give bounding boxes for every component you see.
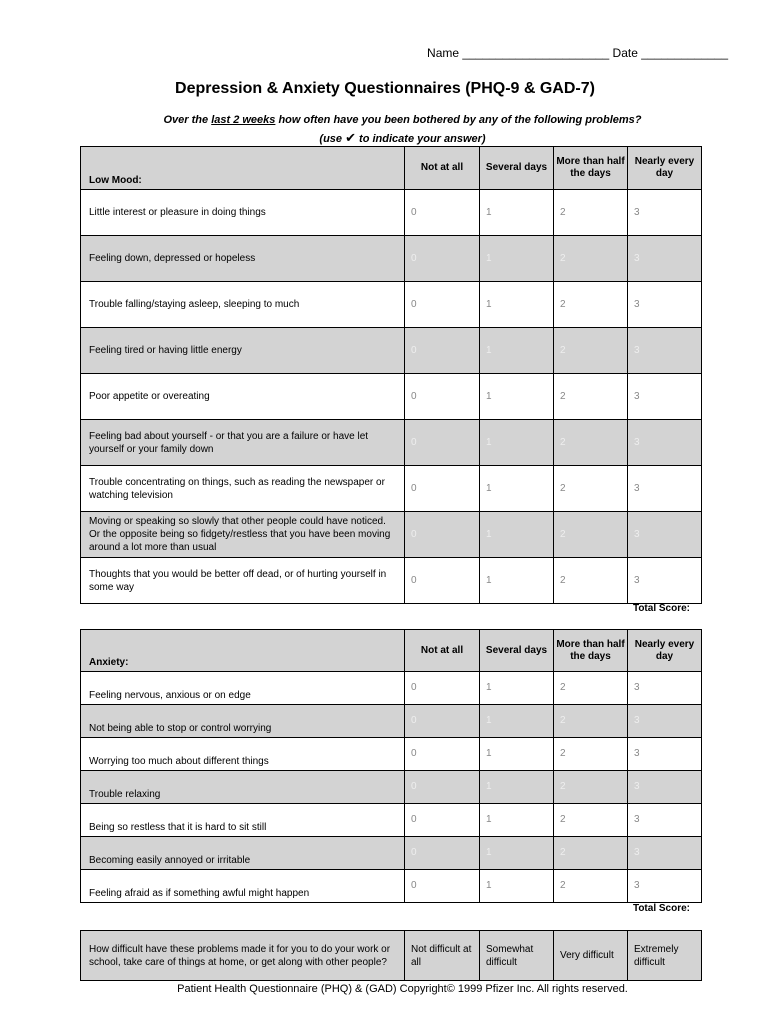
difficulty-table bbox=[80, 930, 702, 981]
score-option[interactable]: 1 bbox=[480, 236, 554, 282]
col-several-days: Several days bbox=[480, 630, 554, 672]
question-row bbox=[81, 512, 702, 558]
instruction-suffix: how often have you been bothered by any of the following problems? bbox=[275, 114, 642, 126]
difficulty-option[interactable]: Very difficult bbox=[554, 931, 628, 981]
score-option[interactable]: 2 bbox=[554, 512, 628, 558]
score-option[interactable]: 0 bbox=[405, 374, 480, 420]
score-option[interactable]: 2 bbox=[554, 466, 628, 512]
score-option[interactable]: 3 bbox=[628, 771, 702, 804]
score-option[interactable]: 3 bbox=[628, 705, 702, 738]
score-option[interactable]: 1 bbox=[480, 672, 554, 705]
checkmark-icon: ✔ bbox=[345, 130, 356, 145]
question-row bbox=[81, 738, 702, 771]
difficulty-question: How difficult have these problems made it for you to do your work or school, take care of things at home, or get along with other people? bbox=[81, 931, 405, 981]
name-date-line: Name ______________________ Date _____________ bbox=[427, 46, 728, 60]
score-option[interactable]: 0 bbox=[405, 558, 480, 604]
score-option[interactable]: 0 bbox=[405, 328, 480, 374]
score-option[interactable]: 2 bbox=[554, 420, 628, 466]
score-option[interactable]: 0 bbox=[405, 466, 480, 512]
phq-total-score-label: Total Score: bbox=[632, 603, 690, 614]
gad7-table bbox=[80, 629, 702, 903]
score-option[interactable]: 0 bbox=[405, 870, 480, 903]
score-option[interactable]: 3 bbox=[628, 374, 702, 420]
score-option[interactable]: 0 bbox=[405, 705, 480, 738]
score-option[interactable]: 0 bbox=[405, 771, 480, 804]
question-text: Thoughts that you would be better off dead, or of hurting yourself in some way bbox=[81, 558, 405, 604]
col-not-at-all: Not at all bbox=[405, 630, 480, 672]
phq-section-label: Low Mood: bbox=[81, 147, 405, 190]
question-row bbox=[81, 870, 702, 903]
question-row bbox=[81, 328, 702, 374]
score-option[interactable]: 3 bbox=[628, 870, 702, 903]
score-option[interactable]: 0 bbox=[405, 236, 480, 282]
question-row bbox=[81, 837, 702, 870]
score-option[interactable]: 2 bbox=[554, 558, 628, 604]
question-text: Moving or speaking so slowly that other people could have noticed. Or the opposite being so fidgety/restless that you have been moving around a lot more than usual bbox=[81, 512, 405, 558]
score-option[interactable]: 3 bbox=[628, 672, 702, 705]
score-option[interactable]: 1 bbox=[480, 328, 554, 374]
gad-header-row bbox=[81, 630, 702, 672]
col-more-than-half: More than half the days bbox=[554, 147, 628, 190]
col-not-at-all: Not at all bbox=[405, 147, 480, 190]
col-nearly-every-day: Nearly every day bbox=[628, 147, 702, 190]
score-option[interactable]: 3 bbox=[628, 190, 702, 236]
score-option[interactable]: 2 bbox=[554, 771, 628, 804]
instruction-line bbox=[0, 114, 770, 126]
score-option[interactable]: 2 bbox=[554, 837, 628, 870]
score-option[interactable]: 1 bbox=[480, 558, 554, 604]
instruction-use-suffix: to indicate your answer) bbox=[356, 133, 486, 145]
score-option[interactable]: 2 bbox=[554, 705, 628, 738]
page-title: Depression & Anxiety Questionnaires (PHQ-9 & GAD-7) bbox=[175, 80, 595, 97]
question-text: Becoming easily annoyed or irritable bbox=[81, 837, 405, 870]
score-option[interactable]: 2 bbox=[554, 738, 628, 771]
question-row bbox=[81, 374, 702, 420]
score-option[interactable]: 1 bbox=[480, 837, 554, 870]
score-option[interactable]: 3 bbox=[628, 837, 702, 870]
question-row bbox=[81, 236, 702, 282]
score-option[interactable]: 0 bbox=[405, 190, 480, 236]
score-option[interactable]: 1 bbox=[480, 771, 554, 804]
question-row bbox=[81, 190, 702, 236]
score-option[interactable]: 0 bbox=[405, 837, 480, 870]
score-option[interactable]: 2 bbox=[554, 870, 628, 903]
question-text: Trouble relaxing bbox=[81, 771, 405, 804]
score-option[interactable]: 0 bbox=[405, 738, 480, 771]
question-row bbox=[81, 466, 702, 512]
question-text: Worrying too much about different things bbox=[81, 738, 405, 771]
score-option[interactable]: 2 bbox=[554, 190, 628, 236]
question-row bbox=[81, 672, 702, 705]
question-text: Feeling afraid as if something awful might happen bbox=[81, 870, 405, 903]
question-text: Being so restless that it is hard to sit still bbox=[81, 804, 405, 837]
score-option[interactable]: 2 bbox=[554, 328, 628, 374]
score-option[interactable]: 1 bbox=[480, 466, 554, 512]
score-option[interactable]: 1 bbox=[480, 282, 554, 328]
score-option[interactable]: 1 bbox=[480, 804, 554, 837]
question-row bbox=[81, 804, 702, 837]
score-option[interactable]: 3 bbox=[628, 466, 702, 512]
question-row bbox=[81, 705, 702, 738]
score-option[interactable]: 1 bbox=[480, 870, 554, 903]
instruction-prefix: Over the bbox=[163, 114, 212, 126]
copyright-footer: Patient Health Questionnaire (PHQ) & (GAD) Copyright© 1999 Pfizer Inc. All rights reserved. bbox=[177, 983, 628, 995]
score-option[interactable]: 3 bbox=[628, 282, 702, 328]
score-option[interactable]: 0 bbox=[405, 420, 480, 466]
difficulty-option[interactable]: Somewhat difficult bbox=[480, 931, 554, 981]
question-row bbox=[81, 282, 702, 328]
question-text: Trouble falling/staying asleep, sleeping to much bbox=[81, 282, 405, 328]
question-text: Feeling nervous, anxious or on edge bbox=[81, 672, 405, 705]
difficulty-row bbox=[81, 931, 702, 981]
score-option[interactable]: 1 bbox=[480, 705, 554, 738]
gad-total-score-label: Total Score: bbox=[632, 903, 690, 914]
score-option[interactable]: 3 bbox=[628, 236, 702, 282]
question-text: Feeling bad about yourself - or that you are a failure or have let yourself or your family down bbox=[81, 420, 405, 466]
instruction-use-line bbox=[0, 130, 770, 146]
score-option[interactable]: 0 bbox=[405, 672, 480, 705]
question-row bbox=[81, 420, 702, 466]
score-option[interactable]: 2 bbox=[554, 672, 628, 705]
phq-header-row bbox=[81, 147, 702, 190]
score-option[interactable]: 1 bbox=[480, 420, 554, 466]
question-row bbox=[81, 771, 702, 804]
col-several-days: Several days bbox=[480, 147, 554, 190]
score-option[interactable]: 2 bbox=[554, 282, 628, 328]
col-more-than-half: More than half the days bbox=[554, 630, 628, 672]
phq9-table bbox=[80, 146, 702, 604]
instruction-period: last 2 weeks bbox=[211, 114, 276, 126]
score-option[interactable]: 3 bbox=[628, 804, 702, 837]
score-option[interactable]: 0 bbox=[405, 804, 480, 837]
score-option[interactable]: 1 bbox=[480, 512, 554, 558]
score-option[interactable]: 1 bbox=[480, 738, 554, 771]
question-row bbox=[81, 558, 702, 604]
score-option[interactable]: 3 bbox=[628, 512, 702, 558]
score-option[interactable]: 1 bbox=[480, 190, 554, 236]
col-nearly-every-day: Nearly every day bbox=[628, 630, 702, 672]
question-text: Little interest or pleasure in doing things bbox=[81, 190, 405, 236]
score-option[interactable]: 0 bbox=[405, 282, 480, 328]
score-option[interactable]: 2 bbox=[554, 374, 628, 420]
score-option[interactable]: 3 bbox=[628, 328, 702, 374]
score-option[interactable]: 3 bbox=[628, 558, 702, 604]
score-option[interactable]: 1 bbox=[480, 374, 554, 420]
question-text: Not being able to stop or control worrying bbox=[81, 705, 405, 738]
score-option[interactable]: 2 bbox=[554, 236, 628, 282]
difficulty-option[interactable]: Not difficult at all bbox=[405, 931, 480, 981]
gad-section-label: Anxiety: bbox=[81, 630, 405, 672]
score-option[interactable]: 3 bbox=[628, 420, 702, 466]
difficulty-option[interactable]: Extremely difficult bbox=[628, 931, 702, 981]
question-text: Feeling tired or having little energy bbox=[81, 328, 405, 374]
instruction-use: (use bbox=[319, 133, 346, 145]
score-option[interactable]: 2 bbox=[554, 804, 628, 837]
score-option[interactable]: 0 bbox=[405, 512, 480, 558]
score-option[interactable]: 3 bbox=[628, 738, 702, 771]
question-text: Poor appetite or overeating bbox=[81, 374, 405, 420]
question-text: Feeling down, depressed or hopeless bbox=[81, 236, 405, 282]
question-text: Trouble concentrating on things, such as reading the newspaper or watching television bbox=[81, 466, 405, 512]
